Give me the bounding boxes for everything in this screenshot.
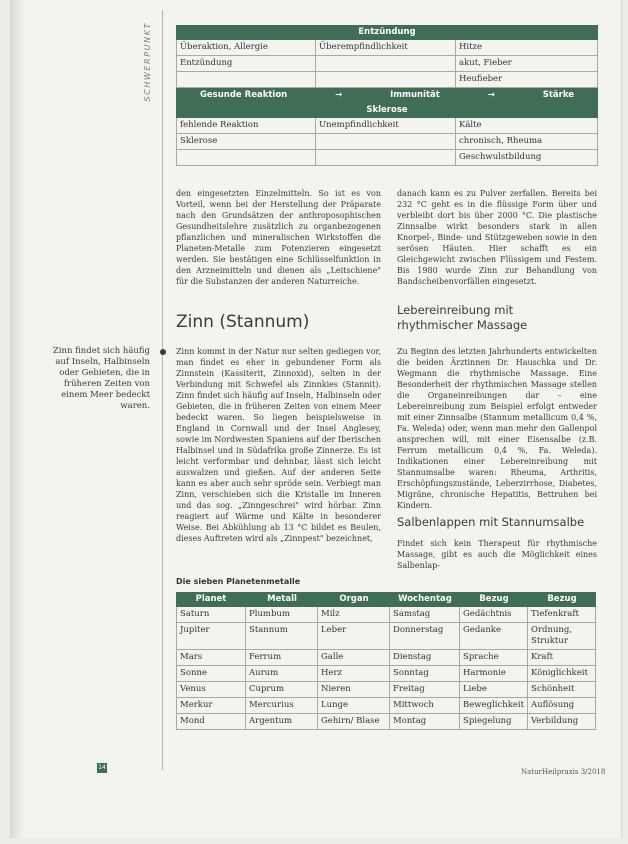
page-number: 14 xyxy=(98,764,106,771)
table-cell: Hitze xyxy=(456,40,598,55)
table-cell: Aurum xyxy=(246,666,318,681)
column-header: Bezug xyxy=(479,594,509,604)
top-table xyxy=(176,25,598,166)
arrow-icon: → xyxy=(335,90,343,100)
table-cell: Milz xyxy=(318,607,390,622)
table-cell: Verbildung xyxy=(528,714,596,729)
sidenote: Zinn findet sich häufig auf Inseln, Halbinseln oder Gebieten, die in früheren Zeiten von einem Meer bedeckt waren. xyxy=(52,346,150,411)
table-cell: fehlende Reaktion xyxy=(176,118,316,133)
table-cell xyxy=(176,72,316,87)
table-cell: Leber xyxy=(318,623,390,649)
column-header: Planet xyxy=(195,594,227,604)
flow-left: Gesunde Reaktion xyxy=(199,90,288,100)
table-cell: Liebe xyxy=(460,682,528,697)
table-cell: Mars xyxy=(176,650,246,665)
table-row xyxy=(176,682,596,698)
table-cell: Lunge xyxy=(318,698,390,713)
table-cell xyxy=(316,134,456,149)
left-column-paragraph: den eingesetzten Einzelmitteln. So ist es von Vorteil, wenn bei der Herstellung der Präparate nach den Grundsätzen der anthroposophischen Gesundheitslehre zusätzlich zu organbezogenen pflanzlichen und mineralischen Wirkstoffen die Planeten-Metalle zum Potenzieren eingesetzt werden. Sie bestätigen eine Schlüsselfunktion in den Arzneimitteln und dienen als „Leitschiene" für die Substanzen der anderen Naturreiche. xyxy=(176,189,381,286)
table-cell: Unempfindlichkeit xyxy=(316,118,456,133)
salbenlappen-heading: Salbenlappen mit Stannumsalbe xyxy=(397,515,585,529)
table-row xyxy=(176,72,598,88)
table-cell: Überempfindlichkeit xyxy=(316,40,456,55)
table-cell: Samstag xyxy=(390,607,460,622)
table-cell xyxy=(316,56,456,71)
entzuendung-header: Entzündung xyxy=(176,25,598,40)
metals-table xyxy=(176,592,596,730)
table-row xyxy=(176,698,596,714)
table-row xyxy=(176,650,596,666)
flow-right: Stärke xyxy=(542,90,575,100)
zinn-paragraph: Zinn kommt in der Natur nur selten gediegen vor, man findet es eher in gebundener Form als Zinnstein (Kassiterit, Zinnoxid), selten in der Verbindung mit Schwefel als Zinnkies (Stannit). Zinn findet sich häufig auf Inseln, Halbinseln oder Gebieten, die in früheren Zeiten von einem Meer bedeckt waren. So liegen beispielsweise in England in Cornwall und der Insel Anglesey, sowie im Nordwesten Spaniens auf der Iberischen Halbinsel und in Südafrika große Zinnerze. Es ist leicht verformbar und dehnbar, lässt sich leicht auswalzen und gießen. Auf der anderen Seite kann es aber auch sehr spröde sein. Verbiegt man Zinn, verschieben sich die Kristalle im Inneren und das sog. „Zinngeschrei" wird hörbar. Zinn reagiert auf Wärme und Kälte in besonderer Weise. Bei Abkühlung ab 13 °C bildet es Beulen, dieses Auftreten wird als „Zinnpest" bezeichnet, xyxy=(176,347,381,543)
footer: NaturHeilpraxis 3/2018 xyxy=(521,768,606,776)
table-cell: Cuprum xyxy=(246,682,318,697)
salbenlappen-paragraph: Findet sich kein Therapeut für rhythmische Massage, gibt es auch die Möglichkeit eines Salbenlap- xyxy=(397,539,597,570)
table-cell: Mittwoch xyxy=(390,698,460,713)
column-header: Organ xyxy=(339,594,369,604)
section-label: SCHWERPUNKT xyxy=(143,22,152,102)
table-cell: Gedächtnis xyxy=(460,607,528,622)
table-cell: Donnerstag xyxy=(390,623,460,649)
lebereinreibung-paragraph: Zu Beginn des letzten Jahrhunderts entwickelten die beiden Ärztinnen Dr. Hauschka und Dr. Wegmann die rhythmische Massage. Eine Besonderheit der rhythmischen Massage stellen die Organeinreibungen dar – eine Lebereinreibung zum Beispiel erfolgt entweder mit einer Zinnsalbe (Stannum metallicum 0,4 %, Fa. Weleda) oder, wenn man mehr den Gallenpol ansprechen will, mit einer Eisensalbe (z.B. Ferrum metallicum 0,4 %, Fa. Weleda). Indikationen einer Lebereinreibung mit Stannumsalbe waren: Rheuma, Arthritis, Erschöpfungszustände, Leberzirrhose, Diabetes, Migräne, chronische Hepatitis, Bettruhen bei Kindern. xyxy=(397,347,597,510)
table-cell: Entzündung xyxy=(176,56,316,71)
table-row xyxy=(176,150,598,166)
table-cell: Plumbum xyxy=(246,607,318,622)
table-cell xyxy=(176,150,316,165)
table-cell: Kraft xyxy=(528,650,596,665)
table-cell: Gehirn/ Blase xyxy=(318,714,390,729)
table-cell: Galle xyxy=(318,650,390,665)
table-row xyxy=(176,118,598,134)
table-cell: Mond xyxy=(176,714,246,729)
table-row xyxy=(176,40,598,56)
table-cell: Beweglichkeit xyxy=(460,698,528,713)
table-cell: chronisch, Rheuma xyxy=(456,134,598,149)
table-cell: Sklerose xyxy=(176,134,316,149)
metals-table-title: Die sieben Planetenmetalle xyxy=(176,577,301,586)
table-cell: Heufieber xyxy=(456,72,598,87)
side-rule xyxy=(162,10,163,770)
table-cell: Geschwulstbildung xyxy=(456,150,598,165)
table-cell: Gedanke xyxy=(460,623,528,649)
table-cell: Mercurius xyxy=(246,698,318,713)
lebereinreibung-heading-line2: rhythmischer Massage xyxy=(397,318,528,332)
table-cell: Saturn xyxy=(176,607,246,622)
arrow-icon: → xyxy=(487,90,495,100)
table-row xyxy=(176,714,596,730)
sklerose-header: Sklerose xyxy=(176,103,598,118)
lebereinreibung-heading xyxy=(397,303,527,333)
table-body xyxy=(176,607,596,730)
flow-mid: Immunität xyxy=(390,90,440,100)
table-cell: Herz xyxy=(318,666,390,681)
table-cell: Jupiter xyxy=(176,623,246,649)
table-cell: Stannum xyxy=(246,623,318,649)
right-column-paragraph: danach kann es zu Pulver zerfallen. Bereits bei 232 °C geht es in die flüssige Form über und verbleibt dort bis über 2000 °C. Die plastische Zinnsalbe wirkt besonders stark in allen Knorpel-, Binde- und Stützgeweben sowie in den serösen Häuten. Hier schafft es ein Gleichgewicht zwischen Flüssigem und Festem. Bis 1980 wurde Zinn zur Behandlung von Bandscheibenvorfällen eingesetzt. xyxy=(397,189,597,286)
table-cell xyxy=(316,72,456,87)
column-header: Wochentag xyxy=(398,594,452,604)
column-header: Bezug xyxy=(547,594,577,604)
table-row xyxy=(176,666,596,682)
table-cell: Nieren xyxy=(318,682,390,697)
table-header-row xyxy=(176,592,596,607)
table-cell: Königlichkeit xyxy=(528,666,596,681)
zinn-heading: Zinn (Stannum) xyxy=(176,312,310,332)
table-row xyxy=(176,607,596,623)
flow-band xyxy=(176,88,598,103)
table-cell: Überaktion, Allergie xyxy=(176,40,316,55)
gutter-shadow xyxy=(10,0,24,838)
table-row xyxy=(176,134,598,150)
table-cell: Freitag xyxy=(390,682,460,697)
bullet-icon xyxy=(160,349,166,355)
table-cell: Sonne xyxy=(176,666,246,681)
table-cell: Sonntag xyxy=(390,666,460,681)
column-header: Metall xyxy=(267,594,297,604)
table-cell: Auflösung xyxy=(528,698,596,713)
table-cell: Harmonie xyxy=(460,666,528,681)
table-cell: akut, Fieber xyxy=(456,56,598,71)
table-cell: Kälte xyxy=(456,118,598,133)
table-cell: Venus xyxy=(176,682,246,697)
table-cell: Ferrum xyxy=(246,650,318,665)
table-cell: Tiefenkraft xyxy=(528,607,596,622)
table-cell: Sprache xyxy=(460,650,528,665)
table-cell: Spiegelung xyxy=(460,714,528,729)
lebereinreibung-heading-line1: Lebereinreibung mit xyxy=(397,303,514,317)
table-cell xyxy=(316,150,456,165)
table-cell: Montag xyxy=(390,714,460,729)
table-cell: Schönheit xyxy=(528,682,596,697)
table-row xyxy=(176,56,598,72)
table-cell: Dienstag xyxy=(390,650,460,665)
table-row xyxy=(176,623,596,650)
table-cell: Argentum xyxy=(246,714,318,729)
table-cell: Merkur xyxy=(176,698,246,713)
table-cell: Ordnung, Struktur xyxy=(528,623,596,649)
